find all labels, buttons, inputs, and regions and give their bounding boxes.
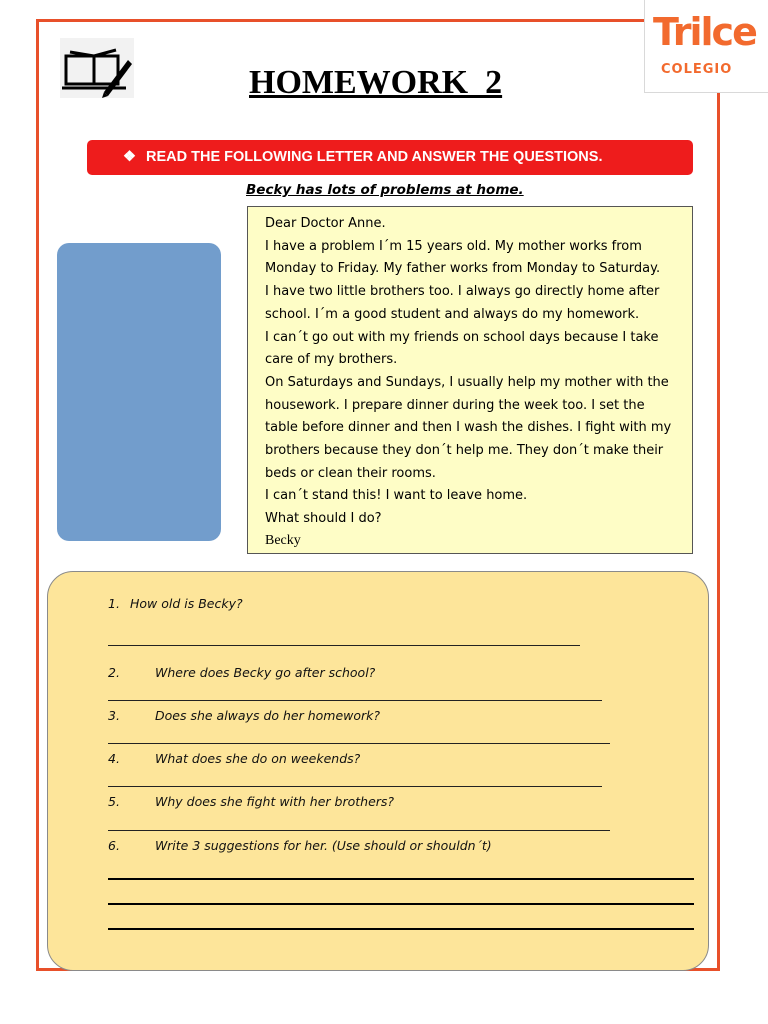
- letter-line: I can´t stand this! I want to leave home.: [265, 488, 528, 504]
- question-number: 1.: [108, 596, 120, 611]
- answer-line-1[interactable]: [108, 645, 580, 646]
- question-text: Where does Becky go after school?: [155, 665, 376, 680]
- instruction-banner: [87, 140, 693, 175]
- letter-line: What should I do?: [265, 511, 382, 527]
- answer-line-6b[interactable]: [108, 903, 694, 905]
- answer-line-6a[interactable]: [108, 878, 694, 880]
- letter-line: school. I´m a good student and always do my homework.: [265, 306, 640, 322]
- letter-line: I have a problem I´m 15 years old. My mother works from: [265, 238, 642, 254]
- logo-subtitle: COLEGIO: [661, 62, 733, 77]
- question-number: 2.: [108, 665, 120, 680]
- question-text: What does she do on weekends?: [155, 751, 361, 766]
- letter-line: I have two little brothers too. I always go directly home after: [265, 284, 660, 300]
- question-text: Write 3 suggestions for her. (Use should or shouldn´t): [155, 838, 492, 853]
- letter-line: Monday to Friday. My father works from Monday to Saturday.: [265, 261, 661, 277]
- letter-line: table before dinner and then I wash the dishes. I fight with my: [265, 420, 672, 436]
- logo-brand: Trilce: [653, 10, 756, 54]
- question-number: 3.: [108, 708, 120, 723]
- answer-line-3[interactable]: [108, 743, 610, 744]
- answer-line-5[interactable]: [108, 830, 610, 831]
- answer-line-2[interactable]: [108, 700, 602, 701]
- question-number: 6.: [108, 838, 120, 853]
- image-placeholder: [57, 243, 221, 541]
- answer-line-6c[interactable]: [108, 928, 694, 930]
- letter-heading: Becky has lots of problems at home.: [246, 182, 524, 198]
- question-number: 5.: [108, 794, 120, 809]
- answer-line-4[interactable]: [108, 786, 602, 787]
- book-pencil-icon: [60, 38, 134, 98]
- letter-line: brothers because they don´t help me. They don´t make their: [265, 443, 664, 459]
- question-text: Why does she fight with her brothers?: [155, 794, 395, 809]
- letter-line: beds or clean their rooms.: [265, 465, 436, 481]
- letter-box: [247, 206, 693, 554]
- letter-signature: Becky: [265, 532, 301, 548]
- letter-line: I can´t go out with my friends on school days because I take: [265, 329, 659, 345]
- diamond-bullet-icon: ❖: [123, 149, 136, 165]
- question-text: How old is Becky?: [130, 596, 243, 611]
- page-title: HOMEWORK 2: [249, 64, 503, 101]
- instruction-text: READ THE FOLLOWING LETTER AND ANSWER THE QUESTIONS.: [146, 149, 603, 165]
- question-number: 4.: [108, 751, 120, 766]
- letter-line: care of my brothers.: [265, 352, 398, 368]
- question-text: Does she always do her homework?: [155, 708, 381, 723]
- letter-line: On Saturdays and Sundays, I usually help my mother with the: [265, 374, 669, 390]
- letter-line: housework. I prepare dinner during the week too. I set the: [265, 397, 645, 413]
- school-logo: [644, 0, 768, 93]
- questions-panel: [47, 571, 709, 971]
- letter-line: Dear Doctor Anne.: [265, 216, 386, 231]
